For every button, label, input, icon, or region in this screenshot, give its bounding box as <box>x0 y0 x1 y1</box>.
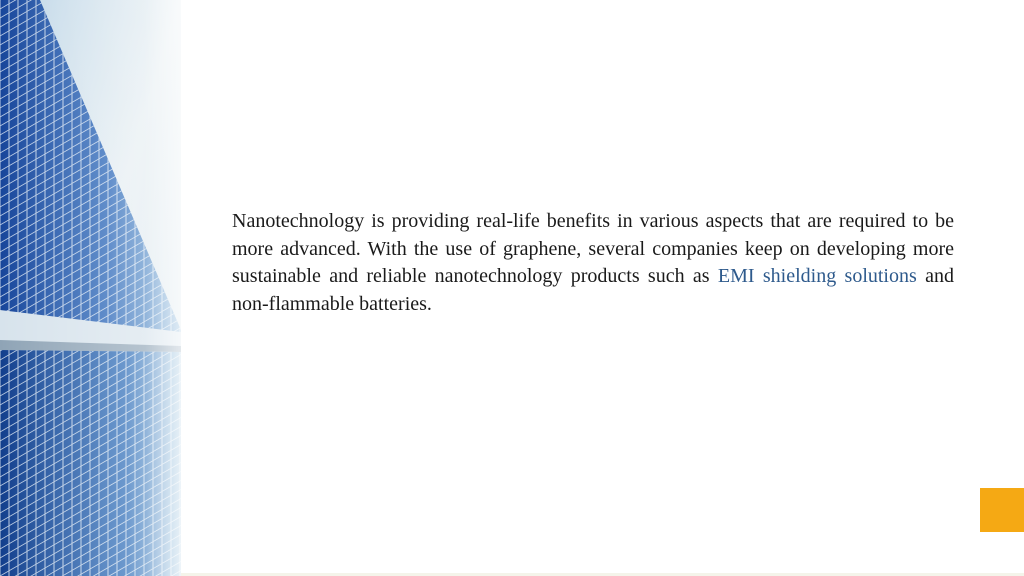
paragraph-text-after-link: and non-flammable batteries. <box>232 265 954 315</box>
accent-square <box>980 488 1024 532</box>
emi-shielding-link[interactable]: EMI shielding solutions <box>717 265 917 287</box>
body-paragraph <box>232 208 954 318</box>
solar-panel-photo <box>0 0 181 576</box>
paragraph-text-before-link: Nanotechnology is providing real-life benefits in various aspects that are required to be more advanced. With the use of graphene, several companies keep on developing more sustainable and reliable nanotechnology products such as <box>232 210 954 287</box>
